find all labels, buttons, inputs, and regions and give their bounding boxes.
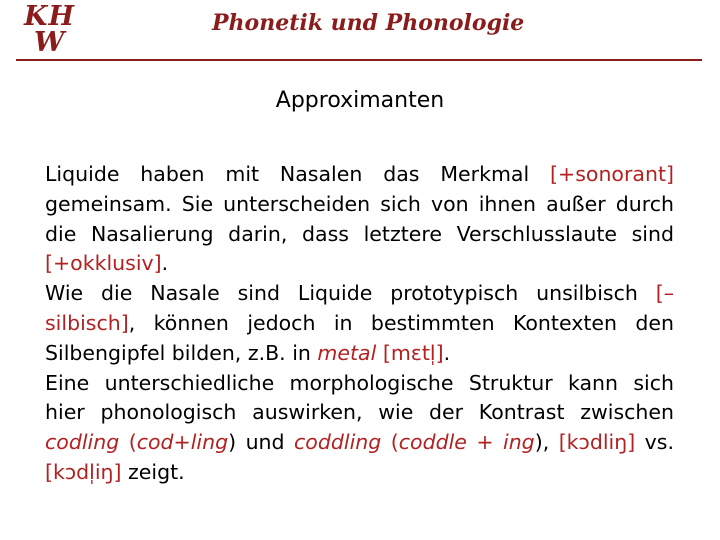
ipa-codling: [kɔdliŋ] — [558, 430, 636, 455]
paragraph-2 — [45, 279, 674, 368]
feature-silbisch: [–silbisch] — [45, 281, 674, 335]
p1-text-e: . — [161, 251, 169, 276]
p2-text-g: . — [443, 340, 451, 365]
example-metal: metal — [317, 340, 377, 365]
example-codling: codling — [45, 430, 120, 455]
p3-paren-open-1: ( — [119, 430, 137, 455]
p1-text-c: gemeinsam. Sie unterscheiden sich von ihnen außer durch die Nasalierung darin, dass letztere Verschlusslaute sind — [45, 191, 674, 246]
header-divider — [16, 59, 702, 61]
header-title: Phonetik und Phonologie — [212, 10, 525, 36]
logo-kh: KH — [24, 1, 75, 32]
p2-text-c: , können jedoch in bestimmten Kontexten den Silbengipfel bilden, z.B. in — [45, 310, 674, 365]
p3-paren-open-2: ( — [381, 430, 399, 455]
example-coddling: coddling — [294, 430, 382, 455]
p3-text-a: Eine unterschiedliche morphologische Struktur kann sich hier phonologisch auswirken, wie der Kontrast zwischen — [45, 370, 674, 425]
ipa-coddling: [kɔdl̩iŋ] — [45, 459, 122, 484]
p1-text-a: Liquide haben mit Nasalen das Merkmal — [45, 162, 551, 186]
example-coddle-ing: coddle + ing — [398, 430, 535, 455]
example-cod-ling: cod+ling — [136, 430, 229, 455]
p3-text-k: vs. — [635, 430, 675, 455]
p3-text-i: ), — [534, 430, 559, 455]
slide-body — [45, 160, 674, 488]
slide-title: Approximanten — [275, 88, 445, 113]
paragraph-3 — [45, 369, 674, 488]
p3-text-e: ) und — [228, 430, 295, 455]
paragraph-1 — [45, 160, 674, 279]
p2-text-a: Wie die Nasale sind Liquide prototypisch unsilbisch — [45, 281, 656, 306]
p3-text-m: zeigt. — [121, 459, 185, 484]
feature-sonorant: [+sonorant] — [550, 162, 674, 186]
logo — [24, 2, 92, 60]
ipa-metal: [mɛtl̩] — [382, 340, 444, 365]
logo-w: W — [34, 27, 65, 58]
feature-okklusiv: [+okklusiv] — [45, 251, 162, 276]
